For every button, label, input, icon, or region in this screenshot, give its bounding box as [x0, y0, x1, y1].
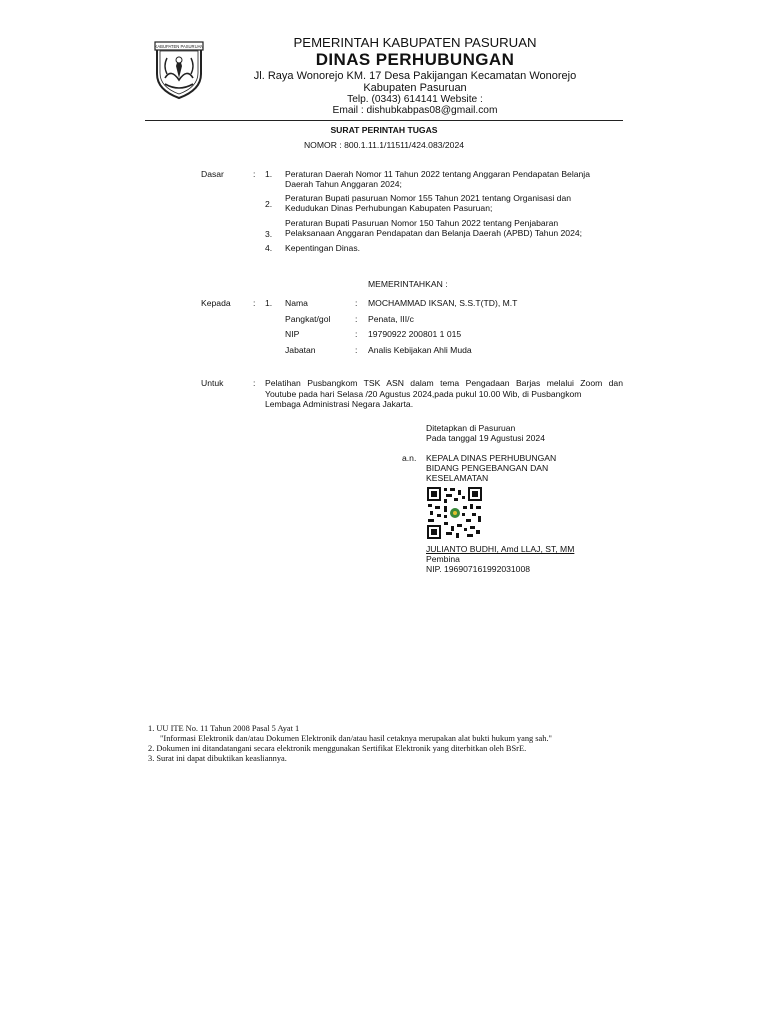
field-value-rank: Penata, III/c	[368, 314, 414, 324]
field-separator: :	[355, 314, 358, 324]
untuk-label: Untuk	[201, 378, 224, 388]
document-number: NOMOR : 800.1.11.1/11511/424.083/2024	[303, 140, 465, 150]
dasar-item-text: Kedudukan Dinas Perhubungan Kabupaten Pasuruan;	[285, 203, 493, 213]
field-key: Pangkat/gol	[285, 314, 331, 324]
signed-place: Ditetapkan di Pasuruan	[426, 423, 516, 433]
dasar-item-text: Kepentingan Dinas.	[285, 243, 361, 253]
dasar-item-text: Peraturan Daerah Nomor 11 Tahun 2022 tentang Anggaran Pendapatan Belanja	[285, 169, 590, 179]
dasar-item-number: 3.	[265, 229, 273, 239]
signature-qr-code	[426, 486, 483, 540]
dasar-item-text: Peraturan Bupati pasuruan Nomor 155 Tahun 2021 tentang Organisasi dan	[285, 193, 572, 203]
signed-date: Pada tanggal 19 Agustusi 2024	[426, 433, 545, 443]
footnote-2: 2. Dokumen ini ditandatangani secara elektronik menggunakan Sertifikat Elektronik yang diterbitkan oleh BSrE.	[148, 744, 527, 753]
field-key: Jabatan	[285, 345, 316, 355]
header-divider	[145, 120, 623, 121]
kabupaten-pasuruan-logo	[151, 38, 207, 100]
address-line-1: Jl. Raya Wonorejo KM. 17 Desa Pakijangan Kecamatan Wonorejo	[253, 70, 577, 82]
dasar-item-number: 4.	[265, 243, 273, 253]
signer-rank: Pembina	[426, 554, 460, 564]
signer-role: BIDANG PENGEBANGAN DAN	[426, 463, 549, 473]
kepada-number: 1.	[265, 298, 273, 308]
field-value-nip: 19790922 200801 1 015	[368, 329, 462, 339]
field-value-position: Analis Kebijakan Ahli Muda	[368, 345, 472, 355]
address-line-2: Kabupaten Pasuruan	[363, 82, 467, 94]
dasar-item-text: Daerah Tahun Anggaran 2024;	[285, 179, 402, 189]
signer-role: KESELAMATAN	[426, 473, 489, 483]
field-separator: :	[355, 298, 358, 308]
email-line: Email : dishubkabpas08@gmail.com	[332, 105, 498, 116]
untuk-text-line: Pelatihan Pusbangkom TSK ASN dalam tema Pengadaan Barjas melalui Zoom dan	[265, 378, 623, 388]
dasar-label: Dasar	[201, 169, 224, 179]
document-title: SURAT PERINTAH TUGAS	[330, 125, 438, 135]
footnote-1: 1. UU ITE No. 11 Tahun 2008 Pasal 5 Ayat 1	[148, 724, 300, 733]
untuk-text-line: Lembaga Administrasi Negara Jakarta.	[265, 399, 414, 409]
field-separator: :	[355, 345, 358, 355]
field-separator: :	[355, 329, 358, 339]
government-name: PEMERINTAH KABUPATEN PASURUAN	[293, 35, 537, 50]
dasar-item-number: 2.	[265, 199, 273, 209]
svg-text:KABUPATEN PASURUAN: KABUPATEN PASURUAN	[154, 44, 204, 49]
signer-role: KEPALA DINAS PERHUBUNGAN	[426, 453, 557, 463]
kepada-colon: :	[253, 298, 256, 308]
dasar-item-number: 1.	[265, 169, 273, 179]
field-key: Nama	[285, 298, 308, 308]
signer-nip: NIP. 196907161992031008	[426, 564, 531, 574]
field-key: NIP	[285, 329, 300, 339]
agency-name: DINAS PERHUBUNGAN	[315, 50, 515, 69]
memerintahkan-heading: MEMERINTAHKAN :	[368, 279, 448, 289]
dasar-item-text: Peraturan Bupati Pasuruan Nomor 150 Tahun 2022 tentang Penjabaran	[285, 218, 559, 228]
footnote-1-quote: "Informasi Elektronik dan/atau Dokumen Elektronik dan/atau hasil cetaknya merupakan alat bukti hukum yang sah."	[160, 734, 552, 743]
untuk-text-line: Youtube pada hari Selasa /20 Agustus 2024,pada pukul 10.00 Wib, di Pusbangkom	[265, 389, 582, 399]
untuk-colon: :	[253, 378, 256, 388]
dasar-item-text: Pelaksanaan Anggaran Pendapatan dan Belanja Daerah (APBD) Tahun 2024;	[285, 228, 583, 238]
field-value-name: MOCHAMMAD IKSAN, S.S.T(TD), M.T	[368, 298, 518, 308]
footnote-3: 3. Surat ini dapat dibuktikan keasliannya.	[148, 754, 287, 763]
phone-line: Telp. (0343) 614141 Website :	[347, 94, 483, 105]
kepada-label: Kepada	[201, 298, 231, 308]
signer-name: JULIANTO BUDHI, Amd LLAJ, ST, MM	[426, 544, 575, 554]
on-behalf-prefix: a.n.	[402, 453, 417, 463]
dasar-colon: :	[253, 169, 256, 179]
